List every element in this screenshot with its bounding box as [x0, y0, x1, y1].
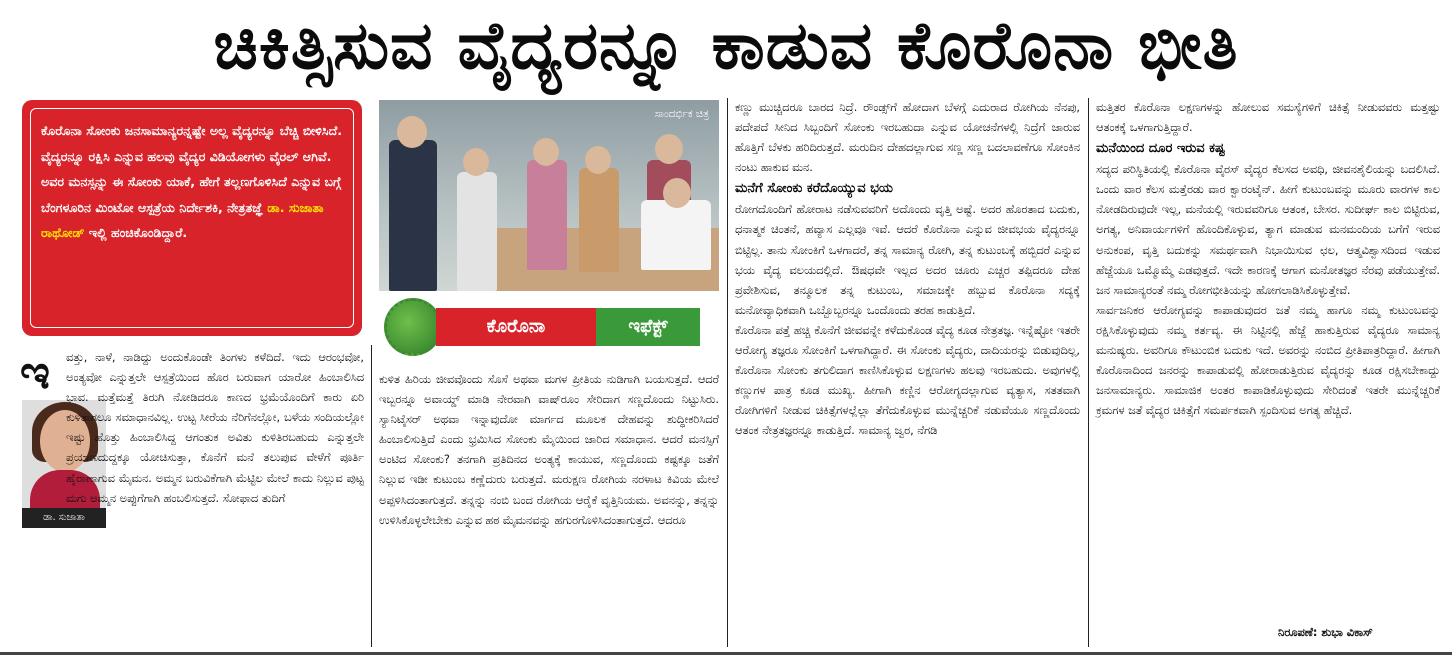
drop-cap: ಇ [20, 345, 50, 399]
col2-paragraph: ಕುಳಿತ ಹಿರಿಯ ಜೀವವೊಂದು ಸೊಸೆ ಅಥವಾ ಮಗಳ ಪ್ರೀತಿಯ ನುಡಿಗಾಗಿ ಬಯಸುತ್ತದೆ. ಆದರೆ ಇಬ್ಬರನ್ನೂ ಅವಾಯ್ಡ್ ಮಾಡಿ ನೇರವಾಗಿ ವಾಷ್‌ರೂಂ ಸೇರಿದಾಗ ಸಣ್ಣದೊಂದು ನಿಟ್ಟುಸಿರು. ಸ್ಯಾನಿಟೈಸರ್ ಅಥವಾ ಇನ್ನಾವುದೋ ಮಾರ್ಗದ ಮೂಲಕ ದೇಹವನ್ನು ಶುದ್ಧೀಕರಿಸಿದರೆ ಹಿಂಬಾಲಿಸುತ್ತಿದೆ ಎಂದು ಭ್ರಮಿಸಿದ ಸೋಂಕು ಮೈಯಿಂದ ಜಾರಿದ ಸಮಾಧಾನ. ಆದರೆ ಮನಸ್ಸಿಗೆ ಅಂಟಿದ ಸೋಂಕು? ತನಗಾಗಿ ಪ್ರತಿದಿನದ ಅಂತ್ಯಕ್ಕೆ ಕಾಯುವ, ಸಣ್ಣದೊಂದು ಕಷ್ಟಕ್ಕೂ ಜತೆಗೆ ನಿಲ್ಲುವ ಇಡೀ ಕುಟುಂಬ ಕಣ್ಣೆದುರು ಬರುತ್ತದೆ. ಮರುಕ್ಷಣ ರೋಗಿಯ ನರಳಾಟ ಕಿವಿಯ ಮೇಲೆ ಅಪ್ಪಳಿಸಿದಂತಾಗುತ್ತದೆ. ತನ್ನನ್ನು ನಂಬಿ ಬಂದ ರೋಗಿಯ ಆರೈಕೆ ವೃತ್ತಿನಿಯಮ. ಅವನನ್ನು, ತನ್ನನ್ನು ಉಳಿಸಿಕೊಳ್ಳಲೇಬೇಕು ಎನ್ನುವ ಹಠ ಮೈಮನವನ್ನು ಹಗುರಗೊಳಿಸಿದಂತಾಗುತ್ತದೆ. ಆದರೂ [379, 373, 719, 527]
badge-label-right: ಇಫೆಕ್ಟ್ [596, 308, 700, 346]
bottom-rule [0, 652, 1452, 655]
col1-paragraph: ವತ್ತು, ನಾಳೆ, ನಾಡಿದ್ದು ಅಂದುಕೊಂಡೇ ತಿಂಗಳು ಕಳೆದಿದೆ. ಇದು ಆರಂಭವೋ, ಅಂತ್ಯವೋ ಎನ್ನುತ್ತಲೇ ಆಸ್ಪತ್ರೆಯಿಂದ ಹೊರ ಬರುವಾಗ ಯಾರೋ ಹಿಂಬಾಲಿಸಿದ ಭಾವ. ಮತ್ತೆಮತ್ತೆ ತಿರುಗಿ ನೋಡಿದರೂ ಕಾಣದ ಭ್ರಮೆಯೊಂದಿಗೆ ಕಾರು ಏರಿ ಕುಳಿತಾಗಲೂ ಸಮಾಧಾನವಿಲ್ಲ. ಉಟ್ಟ ಸೀರೆಯ ನೆರಿಗೆನಲ್ಲೋ, ಬಳೆಯ ಸಂದಿಯಲ್ಲೋ ಇಷ್ಟು ಹೊತ್ತು ಹಿಂಬಾಲಿಸಿದ್ದ ಆಗಂತುಕ ಅವಿತು ಕುಳಿತಿರಬಹುದು ಎನ್ನುತ್ತಲೇ ಪ್ರಯಾಣದುದ್ದಕ್ಕೂ ಯೋಚಿಸುತ್ತಾ, ಕೊನೆಗೆ ಮನೆ ತಲುಪುವ ವೇಳೆಗೆ ಪೂರ್ತಿ ಹೈರಾಣಾಗುವ ಮೈಮನ. ಅಮ್ಮನ ಬರುವಿಕೆಗಾಗಿ ಮೆಟ್ಟಿಲ ಮೇಲೆ ಕಾದು ನಿಲ್ಲುವ ಪುಟ್ಟ ಮಗು ಅಮ್ಮನ ಅಪ್ಪುಗೆಗಾಗಿ ಹಂಬಲಿಸುತ್ತದೆ. ಸೋಫಾದ ತುದಿಗೆ [66, 351, 364, 505]
virus-icon [384, 298, 442, 356]
photo-head [397, 116, 427, 148]
intro-text [30, 108, 354, 328]
col4-text [1096, 98, 1440, 624]
doctors-photo [379, 100, 719, 291]
headline: ಚಿಕಿತ್ಸಿಸುವ ವೈದ್ಯರನ್ನೂ ಕಾಡುವ ಕೊರೊನಾ ಭೀತಿ [213, 7, 1239, 84]
photo-person [579, 168, 619, 272]
photo-head [463, 148, 489, 176]
intro-highlight-name: ಡಾ. ಸುಜಾತಾ ರಾಥೋಡ್ [41, 199, 324, 241]
col3-paragraph-2: ರೋಗದೊಂದಿಗೆ ಹೋರಾಟ ನಡೆಸುವವರಿಗೆ ಅದೊಂದು ವೃತ್ತಿ ಅಷ್ಟೆ. ಅದರ ಹೊರತಾದ ಬದುಕು, ಧನಾತ್ಮಕ ಚಿಂತನೆ, ಹವ್ಯಾಸ ಎಲ್ಲವೂ ಇವೆ. ಆದರೆ ಕೊರೊನಾ ಎನ್ನುವ ಜೀವಭಯ ವೈದ್ಯರನ್ನೂ ಬಿಟ್ಟಿಲ್ಲ. ತಾನು ಸೋಂಕಿಗೆ ಒಳಗಾದರೆ, ತನ್ನ ಸಾಮಾನ್ಯ ರೋಗಿ, ತನ್ನ ಕುಟುಂಬಕ್ಕೆ ಹಬ್ಬಿದರೆ ಎನ್ನುವ ಭಯ ವೈದ್ಯ ವಲಯದಲ್ಲಿದೆ. ಔಷಧವೇ ಇಲ್ಲದ ಅದರ ಚೂರು ಎಚ್ಚರ ತಪ್ಪಿದರೂ ದೇಹ ಪ್ರವೇಶಿಸುವ, ತನ್ಮೂಲಕ ತನ್ನ ಕುಟುಂಬ, ಸಮಾಜಕ್ಕೇ ಹಬ್ಬುವ ಕೊರೊನಾ ಸದ್ಯಕ್ಕೆ ಮನೋವ್ಯಾಧಿಕವಾಗಿ ಒಬ್ಬೊಬ್ಬರನ್ನೂ ಒಂದೊಂದು ತರಹ ಕಾಡುತ್ತಿದೆ. [735, 203, 1080, 317]
intro-text-end: ಇಲ್ಲಿ ಹಂಚಿಕೊಂಡಿದ್ದಾರೆ. [84, 225, 188, 241]
col4-paragraph-2: ಸದ್ಯದ ಪರಿಸ್ಥಿತಿಯಲ್ಲಿ ಕೊರೊನಾ ವೈರಸ್ ವೈದ್ಯರ ಕೆಲಸದ ಅವಧಿ, ಜೀವನಶೈಲಿಯನ್ನು ಬದಲಿಸಿದೆ. ಒಂದು ವಾರ ಕೆಲಸ ಮತ್ತೆರಡು ವಾರ ಕ್ವಾರಂಟೈನ್. ಹೀಗೆ ಕುಟುಂಬವನ್ನು ಮೂರು ವಾರಗಳ ಕಾಲ ನೋಡದಿರುವುದೇ ಇಲ್ಲ, ಮನೆಯಲ್ಲಿ ಇರುವವರಿಗೂ ಆತಂಕ, ಬೇಸರ. ಸುದೀರ್ಘ ಕಾಲ ಬಿಟ್ಟಿರುವ, ಅಗತ್ಯ, ಅನಿವಾರ್ಯಗಳಿಗೆ ಹೊಂದಿಕೊಳ್ಳುವ, ತ್ಯಾಗ ಮಾಡುವ ಮನಮಂದಿಯ ಬಗೆಗೆ ಇರುವ ಅನುಕಂಪ, ವೃತ್ತಿ ಬದುಕನ್ನು ಸಮರ್ಥವಾಗಿ ನಿಭಾಯಿಸುವ ಛಲ, ಆತ್ಮವಿಶ್ವಾಸದಿಂದ ಇಡುವ ಹೆಜ್ಜೆಯೂ ಒಮ್ಮೊಮ್ಮೆ ಎಡವುತ್ತದೆ. ಇದೇ ಕಾರಣಕ್ಕೆ ಆಗಾಗ ಮನೋತಜ್ಞರ ನೆರವು ಪಡೆಯುತ್ತೇವೆ. ಜನ ಸಾಮಾನ್ಯರಂತೆ ನಮ್ಮ ರೋಗಭೀತಿಯನ್ನು ಹೋಗಲಾಡಿಸಿಕೊಳ್ಳುತ್ತೇವೆ. [1096, 163, 1440, 297]
photo-head [585, 146, 611, 174]
photo-person [527, 160, 567, 270]
badge-label-left: ಕೊರೊನಾ [436, 308, 596, 346]
col1-text-bottom [22, 536, 364, 646]
col2-text [379, 370, 719, 646]
col3-subhead: ಮನೆಗೆ ಸೋಂಕು ಕರೆದೊಯ್ಯುವ ಭಯ [735, 181, 893, 197]
photo-head [663, 178, 691, 208]
photo-person [457, 172, 497, 291]
photo-head [533, 138, 559, 166]
col3-text [735, 98, 1080, 646]
corona-effect-badge [382, 298, 714, 358]
photo-person [641, 200, 711, 270]
col3-paragraph-1: ಕಣ್ಣು ಮುಚ್ಚಿದರೂ ಬಾರದ ನಿದ್ರೆ. ರೌಂಡ್ಸ್‌ಗೆ ಹೋದಾಗ ಬೆಳಗ್ಗೆ ಎದುರಾದ ರೋಗಿಯ ನೆನಪು, ಪದೇಪದೆ ಸೀನಿದ ಸಿಬ್ಬಂದಿಗೆ ಸೋಂಕು ಇರಬಹುದಾ ಎನ್ನುವ ಯೋಚನೆಗಳಲ್ಲಿ ನಿದ್ರೆಗೆ ಜಾರುವ ಹೊತ್ತಿಗೆ ಬೆಳಕು ಹರಿದಿರುತ್ತದೆ. ಮರುದಿನ ದೇಹದಲ್ಲಾಗುವ ಸಣ್ಣ ಸಣ್ಣ ಬದಲಾವಣೆಗೂ ಸೋಂಕಿನ ನಂಟು ಹಾಕುವ ಮನ. [735, 101, 1080, 175]
col1-text-side [116, 392, 364, 532]
col3-paragraph-3: ಕೊರೊನಾ ಪತ್ತೆ ಹಚ್ಚಿ ಕೊನೆಗೆ ಜೀವವನ್ನೇ ಕಳೆದುಕೊಂಡ ವೈದ್ಯ ಕೂಡ ನೇತ್ರತಜ್ಞ. ಇನ್ನೆಷ್ಟೋ ಇತರೇ ಆರೋಗ್ಯ ತಜ್ಞರೂ ಸೋಂಕಿಗೆ ಒಳಗಾಗಿದ್ದಾರೆ. ಈ ಸೋಂಕು ವೈದ್ಯರು, ದಾದಿಯರನ್ನು ಬಿಡುವುದಿಲ್ಲ, ಕೊರೊನಾ ಸೋಂಕು ತಗುಲಿದಾಗ ಕಾಣಿಸಿಕೊಳ್ಳುವ ಲಕ್ಷಣಗಳು ಹಲವು ಇರಬಹುದು. ಅವುಗಳಲ್ಲಿ ಕಣ್ಣುಗಳ ಪಾತ್ರ ಕೂಡ ಮುಖ್ಯ. ಹೀಗಾಗಿ ಕಣ್ಣಿನ ಆರೋಗ್ಯದಲ್ಲಾಗುವ ವ್ಯತ್ಯಾಸ, ಸತತವಾಗಿ ರೋಗಿಗಳಿಗೆ ನೀಡುವ ಚಿಕಿತ್ಸೆಗಳಲ್ಲೆಲ್ಲಾ ತೆಗೆದುಕೊಳ್ಳುವ ಮುನ್ನೆಚ್ಚರಿಕೆ ನಡುವೆಯೂ ಸಣ್ಣದೊಂದು ಆತಂಕ ನೇತ್ರತಜ್ಞರನ್ನೂ ಕಾಡುತ್ತಿದೆ. ಸಾಮಾನ್ಯ ಜ್ವರ, ನೆಗಡಿ [735, 323, 1080, 438]
photo-head [655, 134, 683, 164]
col4-subhead: ಮನೆಯಿಂದ ದೂರ ಇರುವ ಕಷ್ಟ [1096, 141, 1225, 157]
intro-box [22, 100, 362, 336]
column-rule [371, 345, 372, 647]
byline: ನಿರೂಪಣೆ: ಶುಭಾ ವಿಕಾಸ್ [1278, 626, 1373, 639]
photo-caption: ಸಾಂದರ್ಭಿಕ ಚಿತ್ರ [654, 108, 709, 120]
col4-paragraph-3: ಸಾರ್ವಜನಿಕರ ಆರೋಗ್ಯವನ್ನು ಕಾಪಾಡುವುದರ ಜತೆ ನಮ್ಮ ಹಾಗೂ ನಮ್ಮ ಕುಟುಂಬವನ್ನು ರಕ್ಷಿಸಿಕೊಳ್ಳುವುದು ನಮ್ಮ ಕರ್ತವ್ಯ. ಈ ನಿಟ್ಟಿನಲ್ಲಿ ಹೆಜ್ಜೆ ಹಾಕುತ್ತಿರುವ ವೈದ್ಯರೂ ಸಾಮಾನ್ಯ ಮನುಷ್ಯರು. ಅವರಿಗೂ ಕೌಟುಂಬಿಕ ಬದುಕು ಇದೆ. ಅವರನ್ನು ನಂಬಿದ ಪ್ರೀತಿಪಾತ್ರರಿದ್ದಾರೆ. ಹೀಗಾಗಿ ಕೊರೊನಾದಿಂದ ಜನರನ್ನು ಕಾಪಾಡುವಲ್ಲಿ ಹೋರಾಡುತ್ತಿರುವ ವೈದ್ಯರನ್ನು ಕೂಡ ರಕ್ಷಿಸಬೇಕಾದ್ದು ಜನಸಾಮಾನ್ಯರು. ಸಾಮಾಜಿಕ ಅಂತರ ಕಾಪಾಡಿಕೊಳ್ಳುವುದು ಸೇರಿದಂತೆ ಇತರೇ ಮುನ್ನೆಚ್ಚರಿಕೆ ಕ್ರಮಗಳ ಜತೆ ವೈದ್ಯರ ಚಿಕಿತ್ಸೆಗೆ ಸಮರ್ಪಕವಾಗಿ ಸ್ಪಂದಿಸುವ ಅಗತ್ಯ ಹೆಚ್ಚಿದೆ. [1096, 303, 1440, 418]
column-rule [1088, 98, 1089, 647]
photo-person [389, 140, 437, 291]
col4-paragraph-1: ಮತ್ತಿತರ ಕೊರೊನಾ ಲಕ್ಷಣಗಳನ್ನು ಹೋಲುವ ಸಮಸ್ಯೆಗಳಿಗೆ ಚಿಕಿತ್ಸೆ ನೀಡುವವರು ಮತ್ತಷ್ಟು ಆತಂಕಕ್ಕೆ ಒಳಗಾಗುತ್ತಿದ್ದಾರೆ. [1096, 101, 1440, 135]
column-rule [727, 98, 728, 647]
portrait-caption: ಡಾ. ಸುಜಾತಾ [22, 508, 106, 528]
intro-text-part: ಕೊರೊನಾ ಸೋಂಕು ಜನಸಾಮಾನ್ಯರನ್ನಷ್ಟೇ ಅಲ್ಲ ವೈದ್ಯರನ್ನೂ ಬೆಚ್ಚಿ ಬೀಳಿಸಿದೆ. ವೈದ್ಯರನ್ನೂ ರಕ್ಷಿಸಿ ಎನ್ನುವ ಹಲವು ವೈದ್ಯರ ವಿಡಿಯೋಗಳು ವೈರಲ್ ಆಗಿವೆ. ಅವರ ಮನಸ್ಸನ್ನು ಈ ಸೋಂಕು ಯಾಕೆ, ಹೇಗೆ ತಲ್ಲಣಗೊಳಿಸಿದೆ ಎನ್ನುವ ಬಗ್ಗೆ ಬೆಂಗಳೂರಿನ ಮಿಂಟೋ ಆಸ್ಪತ್ರೆಯ ನಿರ್ದೇಶಕಿ, ನೇತ್ರತಜ್ಞೆ [41, 123, 342, 215]
